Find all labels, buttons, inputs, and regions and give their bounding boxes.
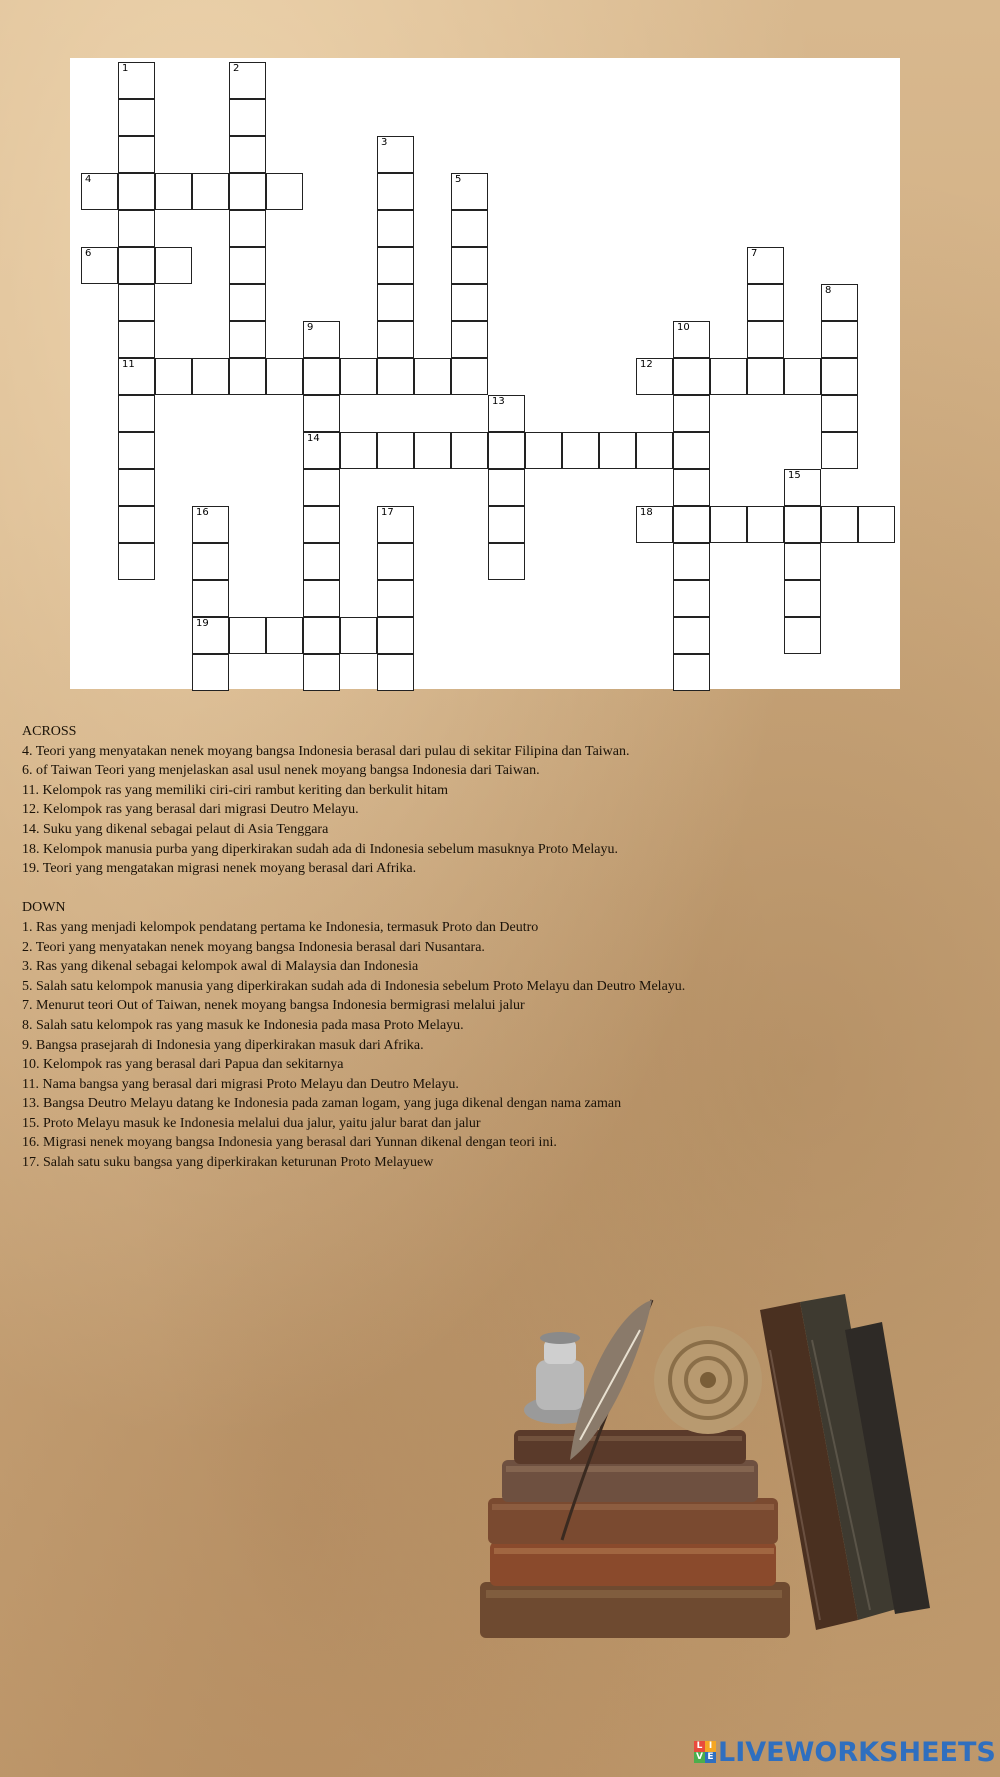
cell-letter-input[interactable] [674,544,709,579]
cell-letter-input[interactable] [600,433,635,468]
crossword-cell[interactable] [118,358,155,395]
down-clue: 5. Salah satu kelompok manusia yang diperkirakan sudah ada di Indonesia sebelum Proto Melayu dan Deutro Melayu. [22,978,686,994]
down-clue: 8. Salah satu kelompok ras yang masuk ke Indonesia pada masa Proto Melayu. [22,1017,464,1033]
crossword-cell[interactable] [377,173,414,210]
crossword-cell[interactable] [229,173,266,210]
crossword-cell[interactable] [192,543,229,580]
brand-name: LIVEWORKSHEETS [718,1736,996,1768]
crossword-cell[interactable] [118,247,155,284]
crossword-cell[interactable] [377,543,414,580]
clue-number: 13 [492,396,505,407]
crossword-cell[interactable] [229,358,266,395]
crossword-cell[interactable] [303,358,340,395]
cell-letter-input[interactable] [156,359,191,394]
cell-letter-input[interactable] [415,359,450,394]
across-clue: 11. Kelompok ras yang memiliki ciri-ciri rambut keriting dan berkulit hitam [22,782,448,798]
cell-letter-input[interactable] [563,433,598,468]
crossword-cell[interactable] [118,395,155,432]
crossword-cell[interactable] [377,358,414,395]
cell-letter-input[interactable] [452,433,487,468]
down-clue: 3. Ras yang dikenal sebagai kelompok awal di Malaysia dan Indonesia [22,959,419,975]
crossword-cell[interactable] [451,210,488,247]
crossword-cell[interactable] [229,617,266,654]
crossword-cell[interactable] [673,395,710,432]
cell-letter-input[interactable] [674,618,709,653]
crossword-cell[interactable] [488,506,525,543]
cell-letter-input[interactable] [785,507,820,542]
cell-letter-input[interactable] [378,544,413,579]
cell-letter-input[interactable] [748,322,783,357]
across-clue: 6. of Taiwan Teori yang menjelaskan asal usul nenek moyang bangsa Indonesia dari Taiwan. [22,763,540,779]
crossword-board [70,58,900,689]
crossword-cell[interactable] [118,321,155,358]
crossword-cell[interactable] [784,358,821,395]
crossword-cell[interactable] [673,432,710,469]
cell-letter-input[interactable] [119,137,154,172]
across-clue: 19. Teori yang mengatakan migrasi nenek moyang berasal dari Afrika. [22,861,417,877]
crossword-cell[interactable] [377,506,414,543]
crossword-cell[interactable] [377,247,414,284]
crossword-cell[interactable] [710,506,747,543]
down-clue: 2. Teori yang menyatakan nenek moyang bangsa Indonesia berasal dari Nusantara. [22,939,485,955]
cell-letter-input[interactable] [82,248,117,283]
crossword-cell[interactable] [155,358,192,395]
crossword-cell[interactable] [229,284,266,321]
cell-letter-input[interactable] [378,433,413,468]
cell-letter-input[interactable] [156,248,191,283]
crossword-cell[interactable] [636,358,673,395]
cell-letter-input[interactable] [378,285,413,320]
cell-letter-input[interactable] [119,63,154,98]
cell-letter-input[interactable] [193,581,228,616]
cell-letter-input[interactable] [119,322,154,357]
cell-letter-input[interactable] [378,507,413,542]
cell-letter-input[interactable] [785,470,820,505]
cell-letter-input[interactable] [637,507,672,542]
cell-letter-input[interactable] [489,544,524,579]
cell-letter-input[interactable] [822,396,857,431]
cell-letter-input[interactable] [267,174,302,209]
crossword-cell[interactable] [192,506,229,543]
crossword-cell[interactable] [303,432,340,469]
crossword-cell[interactable] [303,617,340,654]
crossword-cell[interactable] [229,62,266,99]
crossword-cell[interactable] [784,580,821,617]
cell-letter-input[interactable] [526,433,561,468]
cell-letter-input[interactable] [119,507,154,542]
crossword-cell[interactable] [784,543,821,580]
cell-letter-input[interactable] [748,248,783,283]
crossword-cell[interactable] [451,358,488,395]
crossword-cell[interactable] [303,395,340,432]
clue-number: 5 [455,174,462,185]
crossword-cell[interactable] [155,247,192,284]
clue-number: 12 [640,359,653,370]
cell-letter-input[interactable] [674,359,709,394]
crossword-cell[interactable] [118,173,155,210]
across-block [22,722,982,879]
cell-letter-input[interactable] [452,322,487,357]
crossword-cell[interactable] [118,62,155,99]
book-stack-icon [480,1430,790,1638]
down-block [22,898,982,1172]
crossword-cell[interactable] [858,506,895,543]
down-clue: 11. Nama bangsa yang berasal dari migrasi Proto Melayu dan Deutro Melayu. [22,1076,459,1092]
crossword-cell[interactable] [451,284,488,321]
crossword-cell[interactable] [673,543,710,580]
crossword-cell[interactable] [155,173,192,210]
cell-letter-input[interactable] [637,359,672,394]
cell-letter-input[interactable] [304,618,339,653]
cell-letter-input[interactable] [785,618,820,653]
crossword-cell[interactable] [673,321,710,358]
cell-letter-input[interactable] [785,544,820,579]
clue-number: 7 [751,248,758,259]
crossword-cell[interactable] [118,210,155,247]
down-clue: 17. Salah satu suku bangsa yang diperkirakan keturunan Proto Melayuew [22,1155,434,1171]
crossword-cell[interactable] [192,654,229,691]
crossword-cell[interactable] [451,247,488,284]
logo-badge: L I V E [694,1741,716,1763]
crossword-cell[interactable] [377,654,414,691]
cell-letter-input[interactable] [489,470,524,505]
crossword-cell[interactable] [821,395,858,432]
cell-letter-input[interactable] [230,63,265,98]
cell-letter-input[interactable] [378,137,413,172]
cell-letter-input[interactable] [637,433,672,468]
cell-letter-input[interactable] [267,359,302,394]
across-clue: 4. Teori yang menyatakan nenek moyang bangsa Indonesia berasal dari pulau di sekitar Filipina dan Taiwan. [22,743,630,759]
down-clue: 15. Proto Melayu masuk ke Indonesia melalui dua jalur, yaitu jalur barat dan jalur [22,1115,481,1131]
cell-letter-input[interactable] [452,359,487,394]
cell-letter-input[interactable] [378,618,413,653]
cell-letter-input[interactable] [859,507,894,542]
crossword-cell[interactable] [821,506,858,543]
cell-letter-input[interactable] [785,359,820,394]
clue-number: 8 [825,285,832,296]
clue-number: 17 [381,507,394,518]
crossword-cell[interactable] [525,432,562,469]
liveworksheets-logo[interactable] [694,1735,996,1769]
clue-number: 1 [122,63,129,74]
cell-letter-input[interactable] [119,544,154,579]
cell-letter-input[interactable] [119,470,154,505]
crossword-cell[interactable] [118,284,155,321]
cell-letter-input[interactable] [119,433,154,468]
crossword-cell[interactable] [118,506,155,543]
crossword-cell[interactable] [377,617,414,654]
crossword-cell[interactable] [377,580,414,617]
clue-number: 6 [85,248,92,259]
standing-books [760,1294,930,1630]
cell-letter-input[interactable] [193,618,228,653]
cell-letter-input[interactable] [230,211,265,246]
crossword-cell[interactable] [488,543,525,580]
cell-letter-input[interactable] [230,248,265,283]
crossword-cell[interactable] [673,580,710,617]
clue-number: 2 [233,63,240,74]
crossword-cell[interactable] [821,284,858,321]
crossword-cell[interactable] [118,99,155,136]
cell-letter-input[interactable] [304,655,339,690]
down-heading: DOWN [22,900,66,916]
cell-letter-input[interactable] [748,507,783,542]
cell-letter-input[interactable] [711,507,746,542]
cell-letter-input[interactable] [230,174,265,209]
crossword-cell[interactable] [673,358,710,395]
crossword-cell[interactable] [303,506,340,543]
cell-letter-input[interactable] [748,359,783,394]
crossword-cell[interactable] [303,580,340,617]
crossword-cell[interactable] [599,432,636,469]
crossword-cell[interactable] [192,173,229,210]
cell-letter-input[interactable] [378,174,413,209]
clue-number: 11 [122,359,135,370]
crossword-cell[interactable] [451,432,488,469]
cell-letter-input[interactable] [119,174,154,209]
crossword-cell[interactable] [81,247,118,284]
crossword-cell[interactable] [673,469,710,506]
cell-letter-input[interactable] [193,507,228,542]
crossword-cell[interactable] [784,617,821,654]
crossword-cell[interactable] [821,432,858,469]
crossword-cell[interactable] [673,506,710,543]
crossword-cell[interactable] [636,506,673,543]
crossword-cell[interactable] [821,358,858,395]
crossword-cell[interactable] [673,617,710,654]
cell-letter-input[interactable] [304,470,339,505]
crossword-cell[interactable] [451,173,488,210]
cell-letter-input[interactable] [452,248,487,283]
crossword-cell[interactable] [747,284,784,321]
crossword-cell[interactable] [377,321,414,358]
crossword-cell[interactable] [636,432,673,469]
down-clue: 9. Bangsa prasejarah di Indonesia yang diperkirakan masuk dari Afrika. [22,1037,424,1053]
crossword-cell[interactable] [266,173,303,210]
cell-letter-input[interactable] [119,211,154,246]
cell-letter-input[interactable] [378,581,413,616]
cell-letter-input[interactable] [119,100,154,135]
cell-letter-input[interactable] [452,285,487,320]
crossword-cell[interactable] [414,432,451,469]
crossword-cell[interactable] [451,321,488,358]
cell-letter-input[interactable] [119,396,154,431]
cell-letter-input[interactable] [822,433,857,468]
cell-letter-input[interactable] [230,137,265,172]
cell-letter-input[interactable] [674,433,709,468]
crossword-cell[interactable] [192,617,229,654]
cell-letter-input[interactable] [489,507,524,542]
cell-letter-input[interactable] [341,433,376,468]
crossword-cell[interactable] [377,210,414,247]
crossword-cell[interactable] [784,469,821,506]
crossword-cell[interactable] [229,321,266,358]
crossword-cell[interactable] [747,358,784,395]
books-still-life [470,1290,1000,1740]
across-clue: 14. Suku yang dikenal sebagai pelaut di Asia Tenggara [22,821,329,837]
cell-letter-input[interactable] [822,322,857,357]
cell-letter-input[interactable] [489,396,524,431]
cell-letter-input[interactable] [674,507,709,542]
cell-letter-input[interactable] [452,211,487,246]
cell-letter-input[interactable] [304,581,339,616]
crossword-cell[interactable] [821,321,858,358]
cell-letter-input[interactable] [341,618,376,653]
rolled-scroll-icon [654,1326,762,1434]
cell-letter-input[interactable] [193,174,228,209]
crossword-cell[interactable] [377,136,414,173]
cell-letter-input[interactable] [119,285,154,320]
cell-letter-input[interactable] [674,396,709,431]
clue-number: 19 [196,618,209,629]
crossword-cell[interactable] [414,358,451,395]
crossword-cell[interactable] [229,247,266,284]
cell-letter-input[interactable] [822,285,857,320]
crossword-cell[interactable] [229,210,266,247]
crossword-cell[interactable] [229,99,266,136]
cell-letter-input[interactable] [711,359,746,394]
cell-letter-input[interactable] [748,285,783,320]
clue-number: 9 [307,322,314,333]
down-clue: 13. Bangsa Deutro Melayu datang ke Indonesia pada zaman logam, yang juga dikenal dengan nama zaman [22,1096,622,1112]
crossword-cell[interactable] [562,432,599,469]
crossword-cell[interactable] [303,321,340,358]
down-clue: 10. Kelompok ras yang berasal dari Papua dan sekitarnya [22,1057,344,1073]
crossword-cell[interactable] [303,654,340,691]
cell-letter-input[interactable] [230,285,265,320]
crossword-cell[interactable] [488,395,525,432]
cell-letter-input[interactable] [193,655,228,690]
crossword-cell[interactable] [747,506,784,543]
cell-letter-input[interactable] [304,544,339,579]
cell-letter-input[interactable] [674,470,709,505]
cell-letter-input[interactable] [304,396,339,431]
cell-letter-input[interactable] [785,581,820,616]
crossword-cell[interactable] [229,136,266,173]
cell-letter-input[interactable] [304,433,339,468]
clues-panel [22,722,982,1173]
crossword-cell[interactable] [192,358,229,395]
crossword-cell[interactable] [340,358,377,395]
crossword-cell[interactable] [377,432,414,469]
cell-letter-input[interactable] [230,100,265,135]
cell-letter-input[interactable] [674,322,709,357]
cell-letter-input[interactable] [82,174,117,209]
cell-letter-input[interactable] [415,433,450,468]
cell-letter-input[interactable] [193,544,228,579]
crossword-cell[interactable] [340,432,377,469]
cell-letter-input[interactable] [230,618,265,653]
cell-letter-input[interactable] [230,359,265,394]
across-clue: 18. Kelompok manusia purba yang diperkirakan sudah ada di Indonesia sebelum masuknya Proto Melayu. [22,841,619,857]
cell-letter-input[interactable] [267,618,302,653]
crossword-cell[interactable] [118,432,155,469]
cell-letter-input[interactable] [304,507,339,542]
crossword-cell[interactable] [710,358,747,395]
down-clue: 1. Ras yang menjadi kelompok pendatang pertama ke Indonesia, termasuk Proto dan Deutro [22,919,539,935]
cell-letter-input[interactable] [378,655,413,690]
cell-letter-input[interactable] [119,359,154,394]
crossword-cell[interactable] [266,358,303,395]
crossword-cell[interactable] [81,173,118,210]
crossword-cell[interactable] [673,654,710,691]
crossword-cell[interactable] [303,543,340,580]
cell-letter-input[interactable] [452,174,487,209]
clue-number: 15 [788,470,801,481]
clue-number: 10 [677,322,690,333]
crossword-cell[interactable] [118,543,155,580]
cell-letter-input[interactable] [674,655,709,690]
cell-letter-input[interactable] [489,433,524,468]
crossword-cell[interactable] [266,617,303,654]
cell-letter-input[interactable] [378,248,413,283]
crossword-cell[interactable] [118,136,155,173]
cell-letter-input[interactable] [378,359,413,394]
crossword-cell[interactable] [377,284,414,321]
clue-number: 14 [307,433,320,444]
crossword-cell[interactable] [747,321,784,358]
crossword-cell[interactable] [784,506,821,543]
crossword-cell[interactable] [488,432,525,469]
cell-letter-input[interactable] [156,174,191,209]
cell-letter-input[interactable] [304,322,339,357]
cell-letter-input[interactable] [674,581,709,616]
crossword-cell[interactable] [488,469,525,506]
across-clue: 12. Kelompok ras yang berasal dari migrasi Deutro Melayu. [22,802,359,818]
cell-letter-input[interactable] [119,248,154,283]
clue-number: 16 [196,507,209,518]
crossword-cell[interactable] [192,580,229,617]
down-clue: 16. Migrasi nenek moyang bangsa Indonesia yang berasal dari Yunnan dikenal dengan teori ini. [22,1135,557,1151]
cell-letter-input[interactable] [341,359,376,394]
cell-letter-input[interactable] [230,322,265,357]
clue-number: 4 [85,174,92,185]
clue-number: 3 [381,137,388,148]
crossword-cell[interactable] [303,469,340,506]
clue-number: 18 [640,507,653,518]
cell-letter-input[interactable] [378,322,413,357]
cell-letter-input[interactable] [822,507,857,542]
crossword-cell[interactable] [340,617,377,654]
cell-letter-input[interactable] [304,359,339,394]
cell-letter-input[interactable] [193,359,228,394]
cell-letter-input[interactable] [822,359,857,394]
across-heading: ACROSS [22,724,77,739]
crossword-cell[interactable] [747,247,784,284]
crossword-cell[interactable] [118,469,155,506]
cell-letter-input[interactable] [378,211,413,246]
down-clue: 7. Menurut teori Out of Taiwan, nenek moyang bangsa Indonesia bermigrasi melalui jalur [22,998,525,1014]
